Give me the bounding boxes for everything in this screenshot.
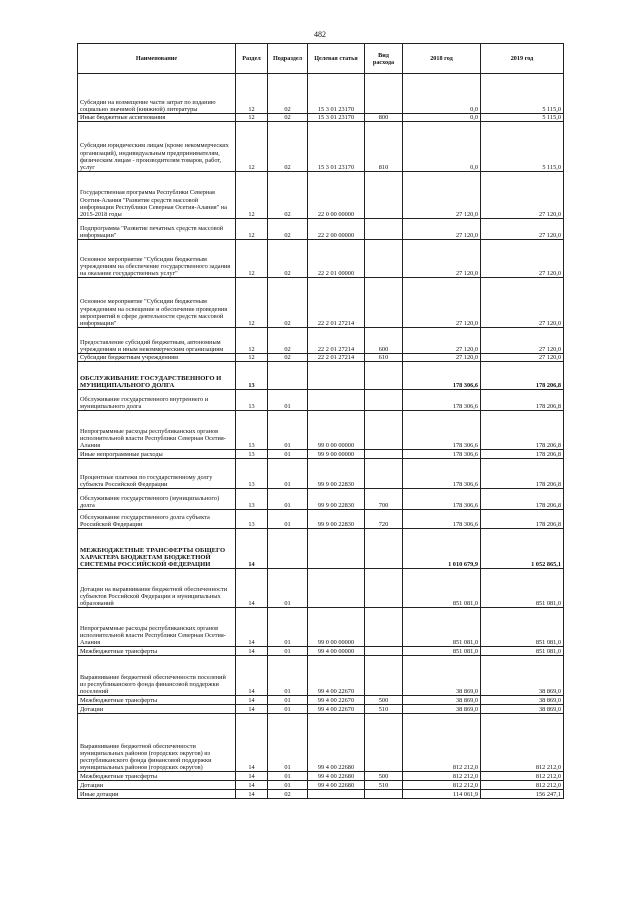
column-header-podrazdel: Подраздел: [268, 44, 308, 74]
table-row: [78, 489, 564, 510]
cell-name: Субсидии юридическим лицам (кроме некоммерческих организаций), индивидуальным предпринимателям, физическим лицам - производителям товаров, работ, услуг: [78, 122, 236, 172]
cell-2019: 812 212,0: [481, 772, 564, 781]
cell-vid: [365, 219, 403, 240]
cell-2018: 0,0: [403, 74, 481, 114]
column-header-2018: 2018 год: [403, 44, 481, 74]
cell-statya: 15 3 01 23170: [308, 74, 365, 114]
cell-2019: 812 212,0: [481, 714, 564, 772]
cell-vid: [365, 411, 403, 450]
cell-statya: 99 4 00 22680: [308, 781, 365, 790]
cell-2019: 178 206,8: [481, 450, 564, 459]
cell-statya: 22 2 01 00000: [308, 240, 365, 278]
table-row: [78, 219, 564, 240]
cell-razdel: 13: [236, 411, 268, 450]
cell-2018: 27 120,0: [403, 354, 481, 362]
cell-name: Дотации: [78, 781, 236, 790]
cell-vid: 610: [365, 354, 403, 362]
cell-razdel: 14: [236, 608, 268, 647]
cell-podrazdel: 01: [268, 459, 308, 489]
cell-name: Межбюджетные трансферты: [78, 772, 236, 781]
cell-statya: 99 9 00 22830: [308, 459, 365, 489]
cell-2019: 27 120,0: [481, 240, 564, 278]
cell-name: Предоставление субсидий бюджетным, автономным учреждениям и иным некоммерческим организациям: [78, 328, 236, 354]
table-row: [78, 781, 564, 790]
cell-statya: 22 2 01 27214: [308, 328, 365, 354]
cell-name: Субсидии на возмещение части затрат по изданию социально значимой (книжной) литературы: [78, 74, 236, 114]
cell-podrazdel: 01: [268, 450, 308, 459]
cell-razdel: 14: [236, 529, 268, 569]
cell-vid: [365, 790, 403, 799]
cell-podrazdel: 02: [268, 114, 308, 122]
cell-2019: 27 120,0: [481, 219, 564, 240]
cell-name: Непрограммные расходы республиканских органов исполнительной власти Республики Северная Осетия-Алания: [78, 411, 236, 450]
cell-statya: 22 2 01 27214: [308, 278, 365, 328]
cell-statya: 99 9 00 00000: [308, 450, 365, 459]
cell-2019: 178 206,8: [481, 362, 564, 390]
cell-vid: [365, 278, 403, 328]
cell-2018: 38 869,0: [403, 696, 481, 705]
cell-statya: 99 0 00 00000: [308, 411, 365, 450]
cell-vid: 810: [365, 122, 403, 172]
cell-vid: 510: [365, 781, 403, 790]
cell-vid: [365, 362, 403, 390]
cell-2018: 38 869,0: [403, 705, 481, 714]
cell-name: Иные непрограммные расходы: [78, 450, 236, 459]
cell-name: Основное мероприятие "Субсидии бюджетным учреждениям на освещение и обеспечение проведения мероприятий в сфере деятельности средств массовой информации": [78, 278, 236, 328]
table-row: [78, 529, 564, 569]
cell-podrazdel: 01: [268, 656, 308, 696]
column-header-name: Наименование: [78, 44, 236, 74]
cell-vid: [365, 656, 403, 696]
cell-name: Обслуживание государственного внутреннего и муниципального долга: [78, 390, 236, 411]
cell-razdel: 12: [236, 328, 268, 354]
cell-podrazdel: 01: [268, 411, 308, 450]
cell-name: МЕЖБЮДЖЕТНЫЕ ТРАНСФЕРТЫ ОБЩЕГО ХАРАКТЕРА БЮДЖЕТАМ БЮДЖЕТНОЙ СИСТЕМЫ РОССИЙСКОЙ ФЕДЕРАЦИИ: [78, 529, 236, 569]
cell-2019: 5 115,0: [481, 74, 564, 114]
cell-podrazdel: 02: [268, 354, 308, 362]
cell-statya: [308, 569, 365, 608]
cell-2019: 851 081,0: [481, 569, 564, 608]
cell-vid: [365, 390, 403, 411]
cell-2019: 27 120,0: [481, 278, 564, 328]
cell-2018: 0,0: [403, 114, 481, 122]
cell-2018: 178 306,6: [403, 390, 481, 411]
cell-2018: 851 081,0: [403, 569, 481, 608]
table-row: [78, 362, 564, 390]
cell-razdel: 12: [236, 122, 268, 172]
table-header-row: [78, 44, 564, 74]
cell-podrazdel: 02: [268, 74, 308, 114]
cell-vid: [365, 529, 403, 569]
cell-razdel: 14: [236, 656, 268, 696]
cell-podrazdel: 02: [268, 790, 308, 799]
table-row: [78, 608, 564, 647]
cell-2019: 178 206,8: [481, 489, 564, 510]
cell-statya: 99 4 00 22670: [308, 696, 365, 705]
cell-2019: 812 212,0: [481, 781, 564, 790]
table-row: [78, 790, 564, 799]
cell-razdel: 12: [236, 278, 268, 328]
cell-statya: 99 4 00 22680: [308, 772, 365, 781]
cell-razdel: 13: [236, 362, 268, 390]
cell-name: Выравнивание бюджетной обеспеченности муниципальных районов (городских округов) из республиканского фонда финансовой поддержки муниципальных районов (городских округов): [78, 714, 236, 772]
cell-razdel: 14: [236, 714, 268, 772]
column-header-razdel: Раздел: [236, 44, 268, 74]
cell-podrazdel: 01: [268, 696, 308, 705]
cell-vid: 700: [365, 489, 403, 510]
cell-podrazdel: 01: [268, 705, 308, 714]
cell-podrazdel: 01: [268, 489, 308, 510]
cell-podrazdel: [268, 529, 308, 569]
cell-name: Межбюджетные трансферты: [78, 647, 236, 656]
cell-2019: 178 206,8: [481, 510, 564, 529]
cell-2019: 178 206,8: [481, 411, 564, 450]
cell-2018: 178 306,6: [403, 510, 481, 529]
cell-statya: 99 4 00 22670: [308, 656, 365, 696]
table-row: [78, 278, 564, 328]
cell-podrazdel: 01: [268, 390, 308, 411]
cell-statya: 15 3 01 23170: [308, 122, 365, 172]
cell-name: Непрограммные расходы республиканских органов исполнительной власти Республики Северная Осетия-Алания: [78, 608, 236, 647]
table-row: [78, 510, 564, 529]
table-row: [78, 714, 564, 772]
table-row: [78, 114, 564, 122]
cell-2019: 178 206,8: [481, 459, 564, 489]
cell-name: Обслуживание государственного долга субъекта Российской Федерации: [78, 510, 236, 529]
cell-podrazdel: 01: [268, 647, 308, 656]
cell-razdel: 12: [236, 219, 268, 240]
cell-2018: 178 306,6: [403, 362, 481, 390]
table-row: [78, 390, 564, 411]
cell-2018: 178 306,6: [403, 459, 481, 489]
cell-2018: 178 306,6: [403, 411, 481, 450]
cell-statya: 99 4 00 22670: [308, 705, 365, 714]
table-row: [78, 450, 564, 459]
cell-razdel: 13: [236, 489, 268, 510]
cell-2018: 1 010 679,9: [403, 529, 481, 569]
cell-2018: 178 306,6: [403, 450, 481, 459]
cell-2018: 38 869,0: [403, 656, 481, 696]
cell-vid: 800: [365, 114, 403, 122]
cell-statya: 15 3 01 23170: [308, 114, 365, 122]
table-row: [78, 328, 564, 354]
cell-2019: 27 120,0: [481, 328, 564, 354]
cell-statya: [308, 790, 365, 799]
cell-name: Межбюджетные трансферты: [78, 696, 236, 705]
cell-vid: 600: [365, 328, 403, 354]
cell-podrazdel: 01: [268, 608, 308, 647]
cell-statya: [308, 362, 365, 390]
cell-name: Выравнивание бюджетной обеспеченности поселений из республиканского фонда финансовой поддержки поселений: [78, 656, 236, 696]
cell-2019: 38 869,0: [481, 656, 564, 696]
cell-vid: 500: [365, 696, 403, 705]
cell-2019: 5 115,0: [481, 122, 564, 172]
column-header-vid: Вид расхода: [365, 44, 403, 74]
table-row: [78, 240, 564, 278]
cell-2018: 114 061,9: [403, 790, 481, 799]
cell-razdel: 12: [236, 114, 268, 122]
cell-razdel: 14: [236, 696, 268, 705]
cell-2018: 27 120,0: [403, 172, 481, 219]
cell-2018: 178 306,6: [403, 489, 481, 510]
cell-2019: 851 081,0: [481, 647, 564, 656]
cell-2018: 812 212,0: [403, 714, 481, 772]
cell-vid: [365, 608, 403, 647]
cell-2019: 156 247,1: [481, 790, 564, 799]
column-header-statya: Целевая статья: [308, 44, 365, 74]
cell-vid: [365, 240, 403, 278]
cell-statya: [308, 529, 365, 569]
cell-2018: 27 120,0: [403, 219, 481, 240]
cell-2018: 812 212,0: [403, 781, 481, 790]
cell-podrazdel: 01: [268, 510, 308, 529]
cell-2018: 0,0: [403, 122, 481, 172]
cell-podrazdel: 02: [268, 122, 308, 172]
cell-2018: 812 212,0: [403, 772, 481, 781]
cell-vid: [365, 450, 403, 459]
cell-2019: 5 115,0: [481, 114, 564, 122]
cell-razdel: 13: [236, 390, 268, 411]
cell-2018: 27 120,0: [403, 328, 481, 354]
cell-2019: 38 869,0: [481, 705, 564, 714]
cell-2019: 38 869,0: [481, 696, 564, 705]
cell-2018: 27 120,0: [403, 240, 481, 278]
cell-statya: 22 2 01 27214: [308, 354, 365, 362]
cell-name: Дотации: [78, 705, 236, 714]
cell-name: Иные бюджетные ассигнования: [78, 114, 236, 122]
cell-name: Обслуживание государственного (муниципального) долга: [78, 489, 236, 510]
table-row: [78, 122, 564, 172]
cell-statya: 99 4 00 00000: [308, 647, 365, 656]
cell-2018: 851 081,0: [403, 608, 481, 647]
cell-razdel: 12: [236, 172, 268, 219]
cell-razdel: 14: [236, 790, 268, 799]
cell-2019: 1 052 865,1: [481, 529, 564, 569]
cell-name: Государственная программа Республики Северная Осетия-Алания "Развитие средств массовой информации Республики Северная Осетия-Алания" на 2015-2018 годы: [78, 172, 236, 219]
cell-razdel: 14: [236, 772, 268, 781]
cell-statya: 22 0 00 00000: [308, 172, 365, 219]
cell-podrazdel: 01: [268, 569, 308, 608]
cell-razdel: 13: [236, 510, 268, 529]
cell-vid: [365, 647, 403, 656]
cell-podrazdel: 02: [268, 278, 308, 328]
table-row: [78, 411, 564, 450]
cell-vid: [365, 569, 403, 608]
cell-vid: 510: [365, 705, 403, 714]
cell-name: ОБСЛУЖИВАНИЕ ГОСУДАРСТВЕННОГО И МУНИЦИПАЛЬНОГО ДОЛГА: [78, 362, 236, 390]
cell-2019: 27 120,0: [481, 354, 564, 362]
cell-podrazdel: [268, 362, 308, 390]
cell-podrazdel: 01: [268, 772, 308, 781]
cell-podrazdel: 02: [268, 219, 308, 240]
cell-podrazdel: 02: [268, 240, 308, 278]
column-header-2019: 2019 год: [481, 44, 564, 74]
cell-2019: 851 081,0: [481, 608, 564, 647]
table-row: [78, 647, 564, 656]
cell-name: Дотации на выравнивание бюджетной обеспеченности субъектов Российской Федерации и муниципальных образований: [78, 569, 236, 608]
cell-vid: [365, 74, 403, 114]
table-row: [78, 172, 564, 219]
table-row: [78, 772, 564, 781]
cell-razdel: 14: [236, 569, 268, 608]
table-row: [78, 696, 564, 705]
cell-2018: 851 081,0: [403, 647, 481, 656]
cell-name: Иные дотации: [78, 790, 236, 799]
cell-razdel: 12: [236, 74, 268, 114]
cell-podrazdel: 01: [268, 781, 308, 790]
table-row: [78, 705, 564, 714]
cell-vid: [365, 459, 403, 489]
cell-podrazdel: 01: [268, 714, 308, 772]
cell-2019: 178 206,8: [481, 390, 564, 411]
cell-razdel: 12: [236, 354, 268, 362]
cell-podrazdel: 02: [268, 328, 308, 354]
cell-name: Подпрограмма "Развитие печатных средств массовой информации": [78, 219, 236, 240]
table-row: [78, 459, 564, 489]
cell-statya: 99 0 00 00000: [308, 608, 365, 647]
cell-statya: [308, 390, 365, 411]
cell-vid: [365, 714, 403, 772]
cell-vid: [365, 172, 403, 219]
cell-statya: 99 9 00 22830: [308, 510, 365, 529]
cell-podrazdel: 02: [268, 172, 308, 219]
cell-statya: 99 4 00 22680: [308, 714, 365, 772]
cell-statya: 99 9 00 22830: [308, 489, 365, 510]
table-row: [78, 569, 564, 608]
cell-name: Основное мероприятие "Субсидии бюджетным учреждениям на обеспечение государственного задания на оказание государственных услуг": [78, 240, 236, 278]
cell-name: Субсидии бюджетным учреждениям: [78, 354, 236, 362]
cell-vid: 500: [365, 772, 403, 781]
cell-razdel: 13: [236, 450, 268, 459]
table-body: [78, 74, 564, 799]
page-number: 482: [314, 30, 326, 39]
cell-razdel: 12: [236, 240, 268, 278]
cell-vid: 720: [365, 510, 403, 529]
cell-statya: 22 2 00 00000: [308, 219, 365, 240]
table-row: [78, 656, 564, 696]
table-row: [78, 354, 564, 362]
table-row: [78, 74, 564, 114]
cell-2019: 27 120,0: [481, 172, 564, 219]
cell-name: Процентные платежи по государственному долгу субъекта Российской Федерации: [78, 459, 236, 489]
cell-2018: 27 120,0: [403, 278, 481, 328]
cell-razdel: 14: [236, 781, 268, 790]
cell-razdel: 14: [236, 705, 268, 714]
cell-razdel: 13: [236, 459, 268, 489]
cell-razdel: 14: [236, 647, 268, 656]
budget-table: [77, 43, 564, 799]
